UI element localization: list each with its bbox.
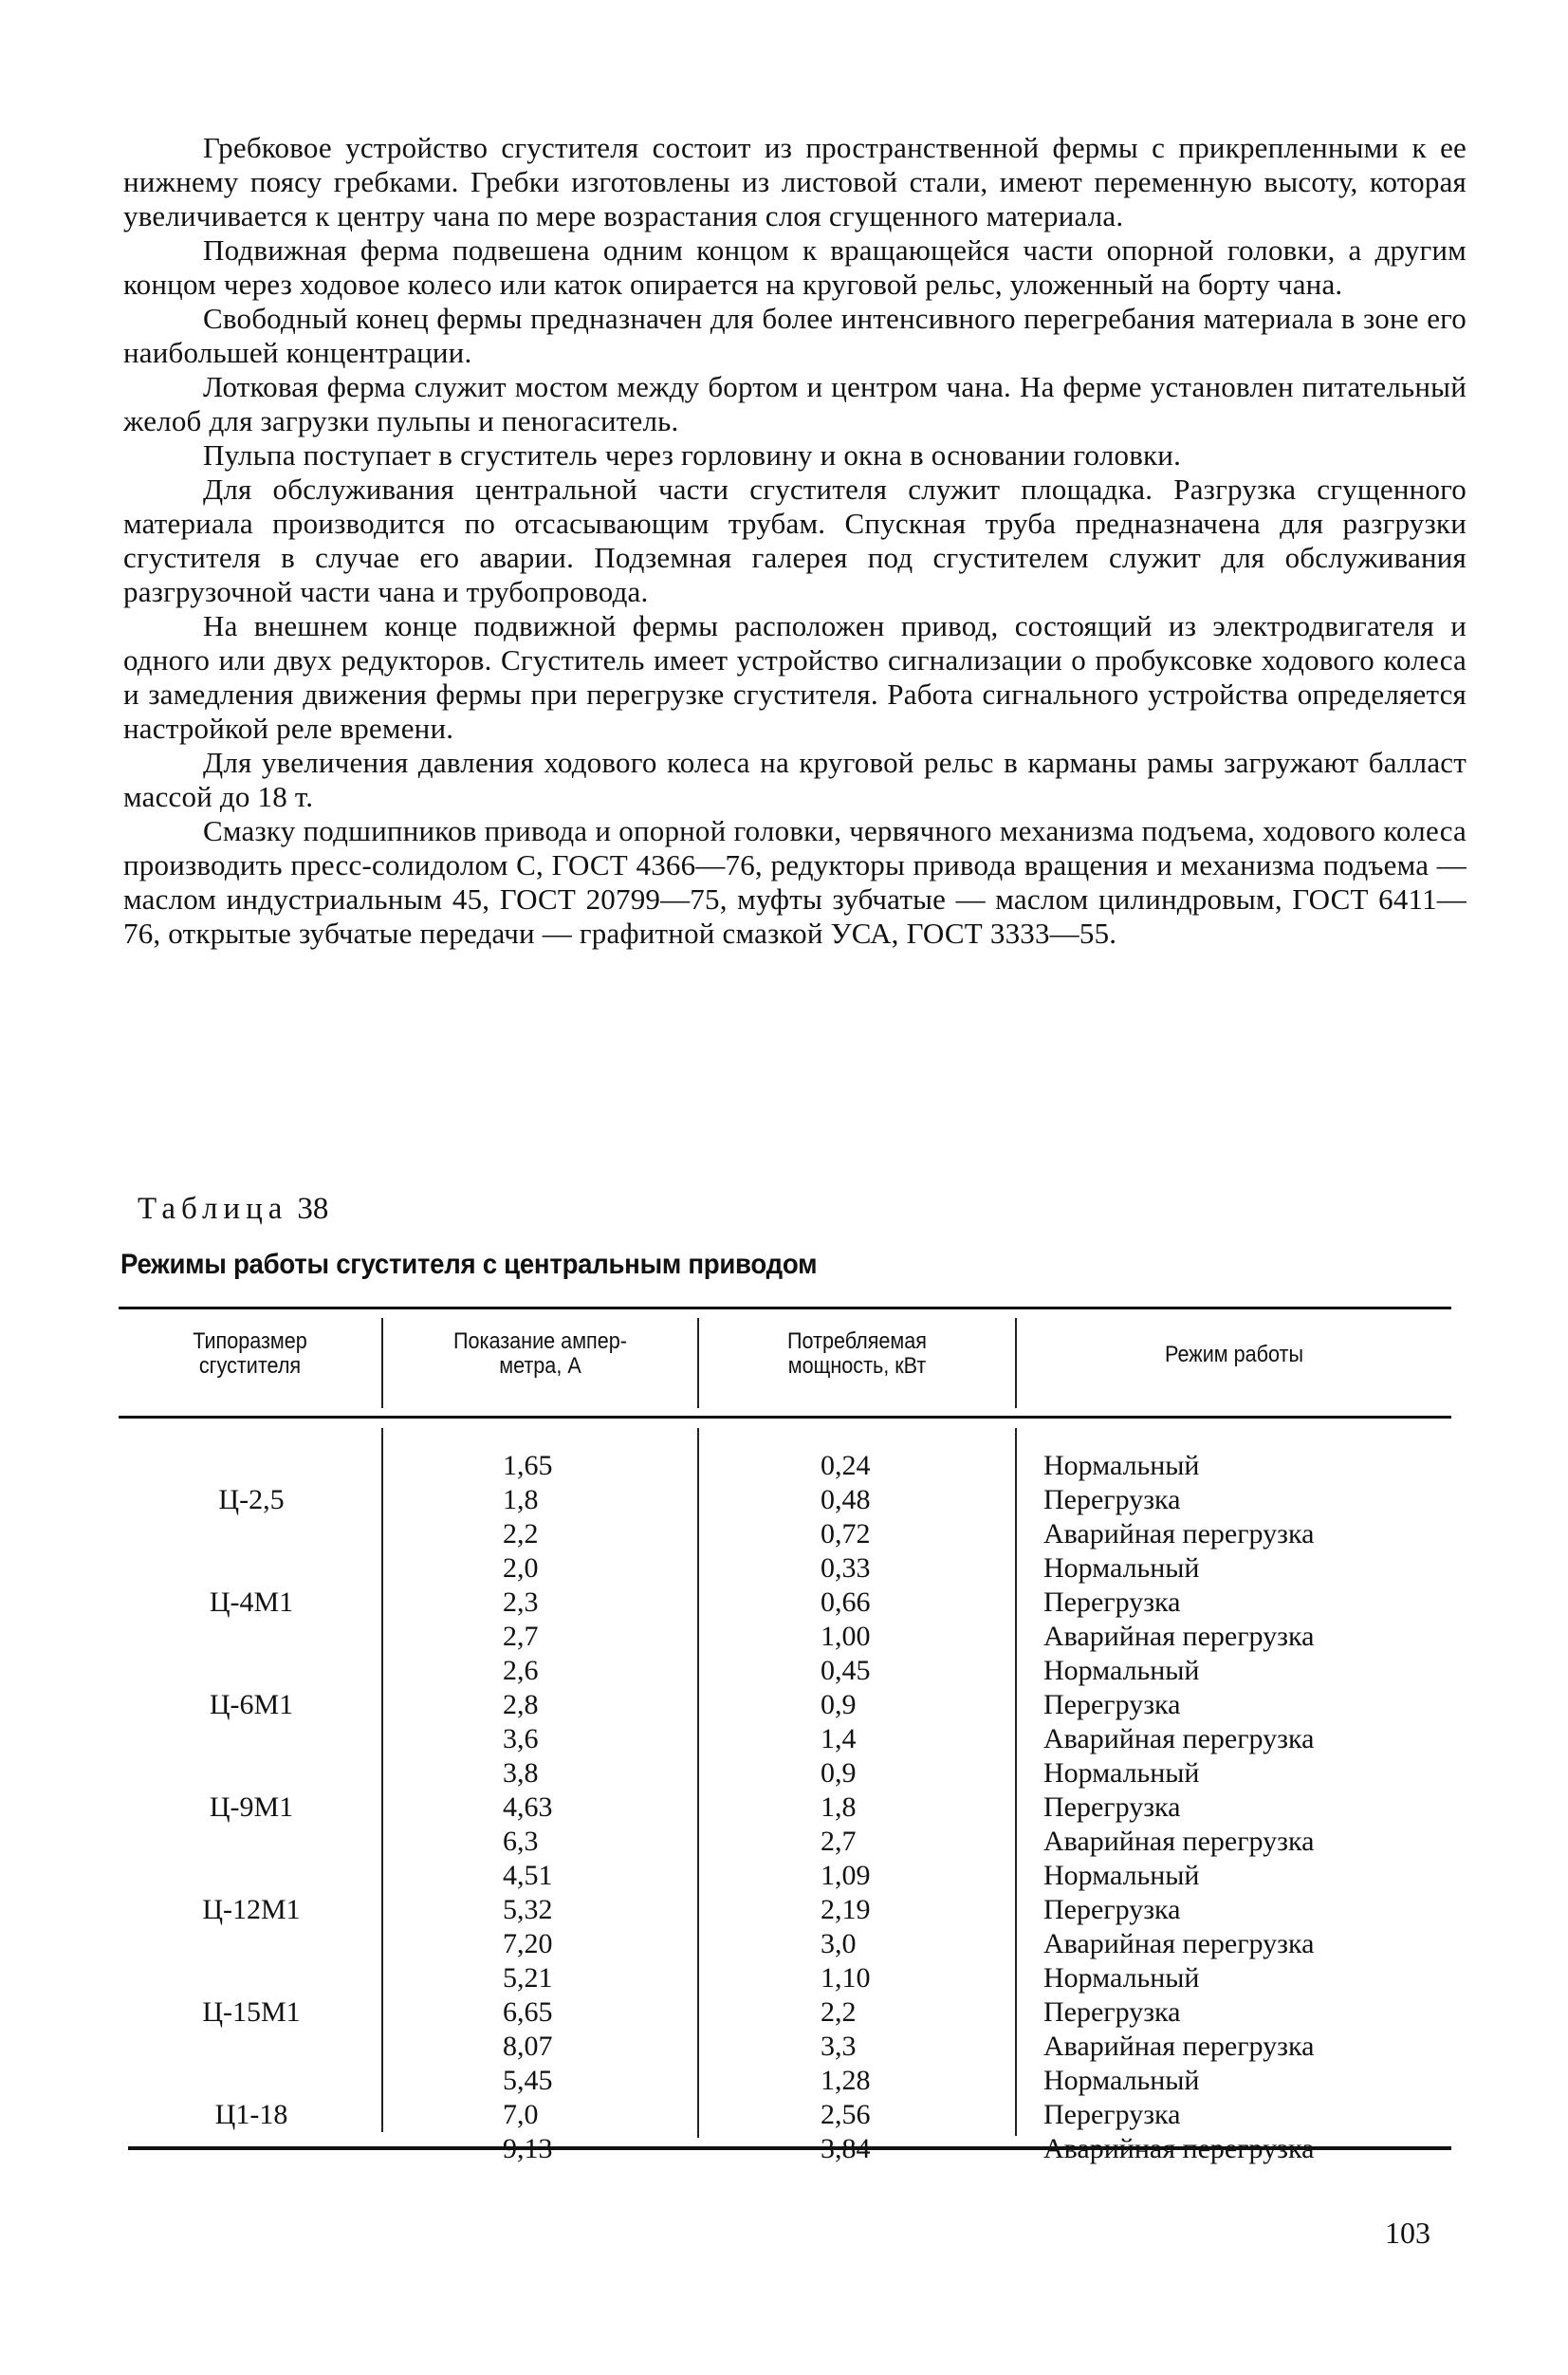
mode-cell: Аварийная перегрузка: [1043, 1826, 1315, 1857]
ammeter-cell: 2,7: [503, 1621, 539, 1652]
model-cell: Ц1-18: [214, 2099, 288, 2130]
ammeter-cell: 9,13: [503, 2133, 553, 2164]
ammeter-cell: 5,21: [503, 1962, 553, 1994]
power-cell: 3,84: [821, 2133, 871, 2164]
header-ammeter-line2: метра, А: [499, 1353, 581, 1379]
power-column: [821, 1449, 934, 2166]
power-cell: 0,9: [821, 1757, 857, 1789]
ammeter-cell: 4,51: [503, 1860, 553, 1891]
mode-cell: Перегрузка: [1043, 1586, 1181, 1618]
mode-cell: Аварийная перегрузка: [1043, 2031, 1315, 2062]
paragraph-trough-truss: Лотковая ферма служит мостом между бортом и центром чана. На ферме установлен питательный желоб для загрузки пульпы и пеногаситель.: [123, 370, 1467, 437]
mode-cell: Аварийная перегрузка: [1043, 2133, 1315, 2164]
ammeter-cell: 1,8: [503, 1484, 539, 1515]
table-header-rule: [119, 1416, 1451, 1419]
mode-cell: Нормальный: [1043, 1860, 1200, 1891]
ammeter-cell: 3,8: [503, 1757, 539, 1789]
ammeter-cell: 5,32: [503, 1894, 553, 1925]
power-cell: 1,4: [821, 1723, 857, 1754]
mode-cell: Нормальный: [1043, 1552, 1200, 1584]
table-caption-word: Таблица: [138, 1192, 288, 1226]
table-title: Режимы работы сгустителя с центральным приводом: [120, 1249, 818, 1280]
mode-cell: Перегрузка: [1043, 2099, 1181, 2130]
mode-cell: Перегрузка: [1043, 1894, 1181, 1925]
column-divider: [1015, 1318, 1017, 1408]
header-model-line2: сгустителя: [198, 1353, 302, 1379]
model-cell: Ц-15М1: [202, 1996, 301, 2028]
paragraph-lubrication: Смазку подшипников привода и опорной головки, червячного механизма подъема, ходового колеса производить пресс-солидолом С, ГОСТ 4366—76, редукторы привода вращения и механизма подъема — маслом индустриальным 45, ГОСТ 20799—75, муфты зубчатые — маслом цилиндровым, ГОСТ 6411—76, открытые зубчатые передачи — графитной смазкой УСА, ГОСТ 3333—55.: [123, 814, 1467, 950]
power-cell: 0,66: [821, 1586, 871, 1618]
mode-cell: Нормальный: [1043, 1450, 1200, 1481]
header-model-line1: Типоразмер: [193, 1328, 307, 1354]
power-cell: 0,72: [821, 1518, 871, 1549]
mode-cell: Перегрузка: [1043, 1484, 1181, 1515]
power-cell: 3,3: [821, 2031, 857, 2062]
power-cell: 1,09: [821, 1860, 871, 1891]
ammeter-cell: 2,8: [503, 1689, 539, 1720]
mode-cell: Аварийная перегрузка: [1043, 1928, 1315, 1959]
paragraph-pulp-feed: Пульпа поступает в сгуститель через горловину и окна в основании головки.: [203, 438, 1182, 472]
column-divider: [381, 1318, 383, 1408]
paragraph-moving-truss: Подвижная ферма подвешена одним концом к вращающейся части опорной головки, а другим концом через ходовое колесо или каток опирается на круговой рельс, уложенный на борту чана.: [123, 233, 1467, 301]
header-model: [132, 1329, 368, 1379]
ammeter-cell: 8,07: [503, 2031, 553, 2062]
power-cell: 1,8: [821, 1791, 857, 1823]
model-cell: Ц-6М1: [209, 1689, 294, 1720]
header-ammeter: [399, 1329, 682, 1379]
ammeter-cell: 2,2: [503, 1518, 539, 1549]
model-column: [119, 1449, 384, 2166]
header-ammeter-line1: Показание ампер-: [453, 1328, 627, 1354]
mode-cell: Нормальный: [1043, 1655, 1200, 1686]
column-divider: [697, 1318, 699, 1408]
mode-cell: Аварийная перегрузка: [1043, 1723, 1315, 1754]
power-cell: 1,28: [821, 2065, 871, 2096]
model-cell: Ц-2,5: [218, 1484, 285, 1515]
paragraph-rakes: Гребковое устройство сгустителя состоит из пространственной фермы с прикрепленными к ее нижнему поясу гребками. Гребки изготовлены из листовой стали, имеют переменную высоту, которая увеличивается к центру чана по мере возрастания слоя сгущенного материала.: [123, 131, 1467, 232]
ammeter-cell: 6,3: [503, 1826, 539, 1857]
power-cell: 1,00: [821, 1621, 871, 1652]
header-mode: Режим работы: [1165, 1342, 1303, 1367]
model-cell: Ц-4М1: [209, 1586, 294, 1618]
model-cell: Ц-12М1: [202, 1894, 301, 1925]
paragraph-drive: На внешнем конце подвижной фермы расположен привод, состоящий из электродвигателя и одного или двух редукторов. Сгуститель имеет устройство сигнализации о пробуксовке ходового колеса и замедления движения фермы при перегрузке сгустителя. Работа сигнального устройства определяется настройкой реле времени.: [123, 609, 1467, 745]
mode-cell: Перегрузка: [1043, 1791, 1181, 1823]
mode-cell: Аварийная перегрузка: [1043, 1518, 1315, 1549]
mode-cell: Перегрузка: [1043, 1996, 1181, 2028]
ammeter-cell: 4,63: [503, 1791, 553, 1823]
body-text: [123, 131, 1467, 951]
power-cell: 0,48: [821, 1484, 871, 1515]
table-caption-number: 38: [297, 1192, 329, 1226]
ammeter-cell: 6,65: [503, 1996, 553, 2028]
table-top-rule: [119, 1307, 1451, 1309]
power-cell: 2,7: [821, 1826, 857, 1857]
mode-cell: Нормальный: [1043, 1757, 1200, 1789]
paragraph-free-end: Свободный конец фермы предназначен для более интенсивного перегребания материала в зоне его наибольшей концентрации.: [123, 302, 1467, 369]
ammeter-column: [503, 1449, 617, 2166]
page-number: 103: [1385, 2216, 1430, 2250]
paragraph-service-platform: Для обслуживания центральной части сгустителя служит площадка. Разгрузка сгущенного материала производится по отсасывающим трубам. Спускная труба предназначена для разгрузки сгустителя в случае его аварии. Подземная галерея под сгустителем служит для обслуживания разгрузочной части чана и трубопровода.: [123, 473, 1467, 608]
mode-cell: Нормальный: [1043, 2065, 1200, 2096]
ammeter-cell: 7,0: [503, 2099, 539, 2130]
ammeter-cell: 3,6: [503, 1723, 539, 1754]
header-power-line1: Потребляемая: [786, 1328, 928, 1354]
column-divider: [1015, 1428, 1017, 2136]
power-cell: 2,56: [821, 2099, 871, 2130]
power-cell: 0,33: [821, 1552, 871, 1584]
ammeter-cell: 7,20: [503, 1928, 553, 1959]
mode-cell: Нормальный: [1043, 1962, 1200, 1994]
header-power-line2: мощность, кВт: [787, 1353, 927, 1379]
power-cell: 0,24: [821, 1450, 871, 1481]
power-cell: 0,9: [821, 1689, 857, 1720]
ammeter-cell: 2,0: [503, 1552, 539, 1584]
ammeter-cell: 1,65: [503, 1450, 553, 1481]
power-cell: 3,0: [821, 1928, 857, 1959]
power-cell: 0,45: [821, 1655, 871, 1686]
ammeter-cell: 5,45: [503, 2065, 553, 2096]
paragraph-ballast: Для увеличения давления ходового колеса на круговой рельс в карманы рамы загружают балласт массой до 18 т.: [123, 746, 1467, 813]
table-caption: [138, 1192, 328, 1227]
power-cell: 1,10: [821, 1962, 871, 1994]
power-cell: 2,2: [821, 1996, 857, 2028]
ammeter-cell: 2,3: [503, 1586, 539, 1618]
mode-cell: Аварийная перегрузка: [1043, 1621, 1315, 1652]
mode-cell: Перегрузка: [1043, 1689, 1181, 1720]
ammeter-cell: 2,6: [503, 1655, 539, 1686]
model-cell: Ц-9М1: [209, 1791, 294, 1823]
column-divider: [697, 1428, 699, 2138]
mode-column: [1043, 1449, 1442, 2166]
power-cell: 2,19: [821, 1894, 871, 1925]
header-power: [715, 1329, 1000, 1379]
